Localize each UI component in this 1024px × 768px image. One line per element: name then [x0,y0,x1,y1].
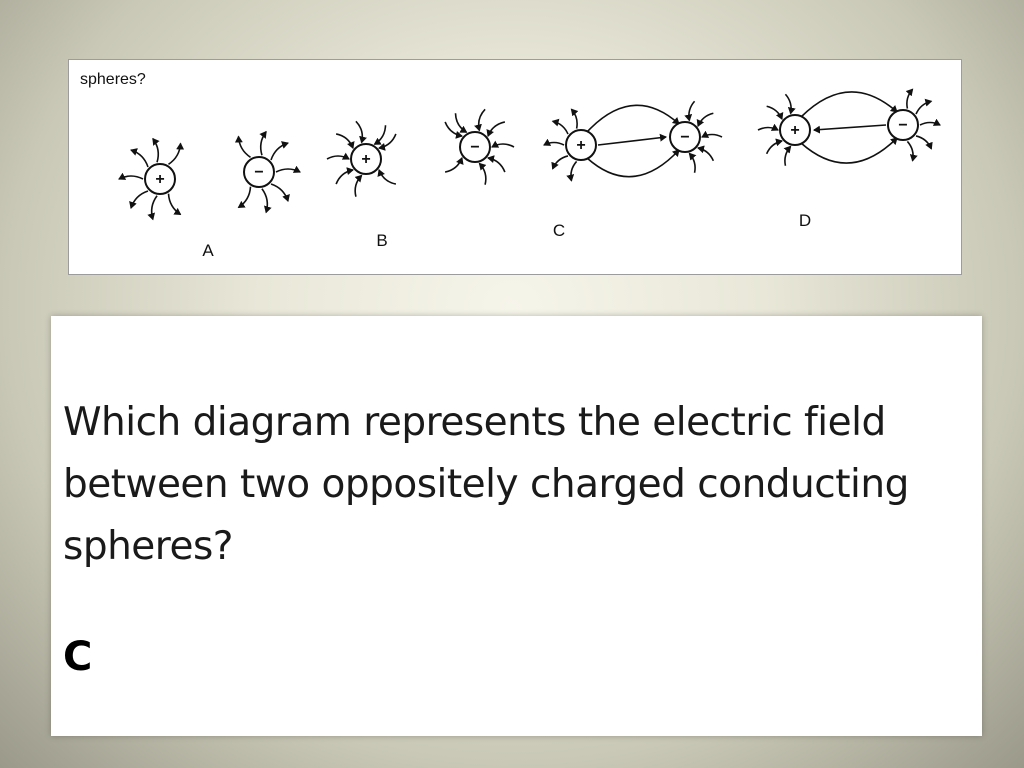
field-line-b [479,109,485,130]
field-line-c [544,143,564,146]
field-line-d [814,125,886,130]
field-line-a [276,169,300,172]
field-line-d [907,89,913,108]
field-line-d [785,94,791,113]
field-line-b [355,175,361,196]
field-line-a [131,191,148,208]
field-line-c [702,135,722,138]
field-line-d [920,123,940,126]
field-line-d [801,92,897,117]
field-line-b [456,113,467,132]
positive-sphere-c-sign: + [576,137,586,154]
field-line-c [689,101,695,120]
field-line-b [336,134,353,148]
field-line-c [698,113,713,126]
field-line-b [479,163,485,184]
field-line-a [239,136,251,157]
diagram-a [119,132,300,260]
field-line-b [445,158,462,172]
diagram-label-a: A [202,241,214,260]
field-line-a [131,150,148,167]
diagram-label-b: B [376,231,388,250]
field-line-d [785,146,791,165]
field-line-d [767,106,782,119]
field-line-a [169,143,181,164]
field-line-a [119,176,143,179]
diagram-b [327,109,514,250]
field-line-b [379,170,396,184]
diagram-layer [119,89,940,260]
answer-text: C [63,634,93,680]
question-text: Which diagram represents the electric field between two oppositely charged conducting spheres? [63,400,909,569]
field-line-b [488,122,505,136]
diagram-label-d: D [798,211,812,230]
field-line-b [336,170,353,184]
field-line-b [488,158,505,172]
field-line-a [262,189,267,213]
field-line-c [587,150,679,177]
field-line-b [492,144,514,147]
positive-sphere-d-sign: + [790,122,800,139]
field-line-b [379,134,396,148]
field-line-a [169,194,181,215]
negative-sphere-d-sign: − [898,117,908,134]
field-line-a [239,187,251,208]
field-diagrams-svg [69,60,963,276]
field-line-a [271,184,288,201]
negative-sphere-b-sign: − [470,139,480,156]
field-line-d [916,136,931,149]
diagram-c [544,101,722,240]
field-line-b [356,121,362,142]
negative-sphere-a-sign: − [254,164,264,181]
field-line-b [375,125,386,144]
field-line-c [587,105,679,132]
positive-sphere-b-sign: + [361,151,371,168]
field-line-d [767,141,782,154]
field-line-a [152,196,157,220]
figure-caption-fragment: spheres? [80,71,146,88]
field-line-d [801,138,897,163]
field-line-c [553,121,568,134]
field-line-c [698,148,713,161]
field-line-c [571,161,577,180]
field-line-a [153,139,158,163]
question-card [51,316,982,736]
field-line-a [271,143,288,160]
field-line-d [907,141,913,160]
field-line-b [327,156,349,159]
diagram-figure [68,59,962,275]
field-line-a [261,132,266,156]
diagram-label-c: C [552,221,566,240]
field-line-b [445,122,462,136]
field-line-c [689,153,695,172]
field-line-c [598,137,666,145]
field-line-d [758,128,778,131]
field-line-c [553,156,568,169]
field-line-c [571,109,577,128]
field-line-d [916,101,931,114]
negative-sphere-c-sign: − [680,129,690,146]
diagram-d [758,89,940,230]
positive-sphere-a-sign: + [155,171,165,188]
